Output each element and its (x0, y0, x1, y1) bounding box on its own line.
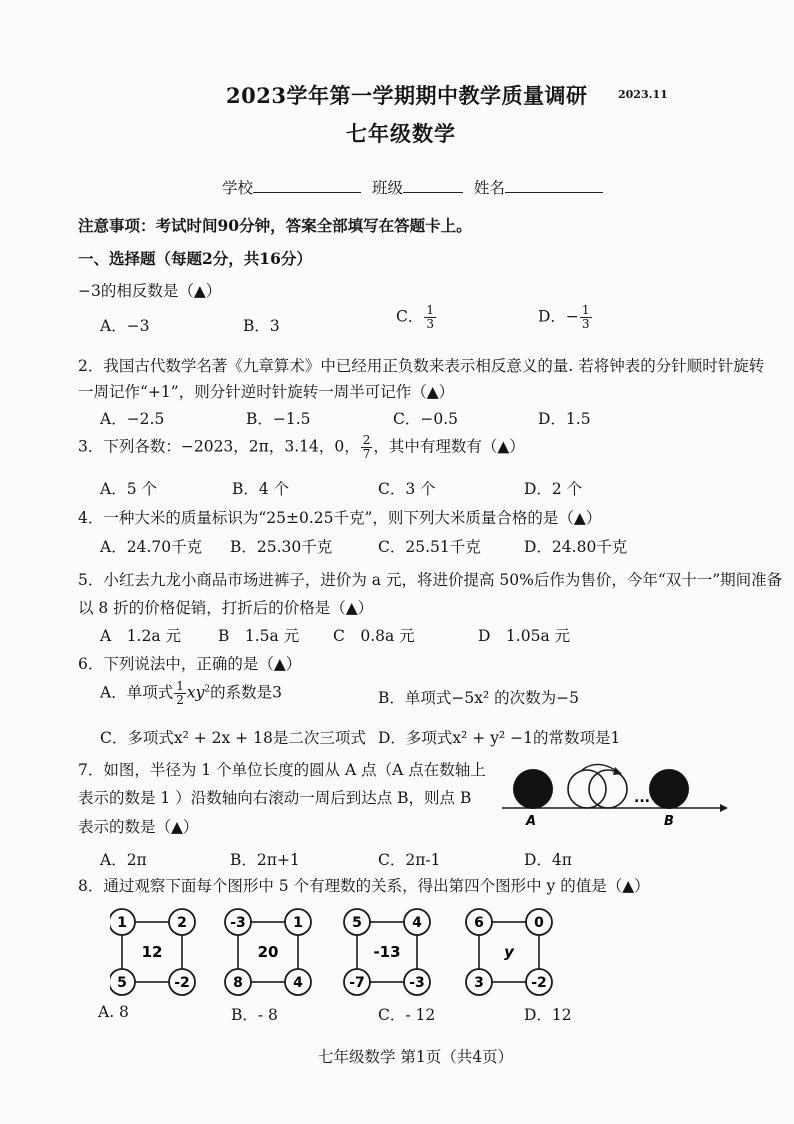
q8-corner-value: -7 (349, 975, 365, 991)
end-circle (649, 769, 689, 809)
school-label: 学校 (222, 179, 254, 197)
q8-corner-value: 2 (177, 915, 187, 931)
rolling-circle-1 (568, 770, 606, 808)
q6-stem: 6．下列说法中，正确的是（▲） (78, 655, 302, 673)
q2-option-d: D．1.5 (538, 410, 591, 428)
q6-option-a: A．单项式 $\frac{1}{2}$ $xy^2$的系数是3 (100, 679, 282, 707)
rolling-circle-figure (494, 760, 730, 830)
q3-option-c: C．3 个 (378, 480, 436, 498)
q3-stem: 3．下列各数：−2023，2π，3.14，0， $\frac{2}{7}$ ，其中有理数有（▲） (78, 433, 525, 461)
q5-option-a: A 1.2a 元 (100, 627, 182, 645)
q8-figures (110, 900, 690, 1000)
q8-option-a: A. 8 (98, 1003, 129, 1021)
q8-corner-value: -3 (409, 975, 425, 991)
q7-line-3: 表示的数是（▲） (78, 818, 199, 836)
rolling-circle-2 (589, 770, 627, 808)
q1-option-a: A．−3 (100, 317, 150, 335)
q8-corner-value: 1 (293, 915, 303, 931)
q8-figure-4 (466, 909, 552, 995)
q4-option-b: B．25.30千克 (230, 538, 333, 556)
info-row (222, 176, 603, 198)
q5-line-2: 以 8 折的价格促销，打折后的价格是（▲） (78, 599, 374, 617)
q5-line-1: 5．小红去九龙小商品市场进裤子，进价为 a 元，将进价提高 50%后作为售价，今年“双十一”期间准备 (78, 571, 783, 589)
q8-stem: 8．通过观察下面每个图形中 5 个有理数的关系，得出第四个图形中 y 的值是（▲） (78, 877, 650, 895)
start-circle (513, 769, 553, 809)
q8-corner-value: 6 (474, 915, 484, 931)
q2-option-c: C．−0.5 (393, 410, 458, 428)
q8-corner-value: 5 (352, 915, 362, 931)
q7-option-c: C．2π-1 (378, 851, 441, 869)
q1-stem: −3的相反数是（▲） (78, 282, 222, 300)
roll-arrowhead (613, 767, 622, 775)
q7-option-d: D．4π (524, 851, 572, 869)
q4-option-c: C．25.51千克 (378, 538, 481, 556)
notice: 注意事项：考试时间90分钟，答案全部填写在答题卡上。 (78, 216, 472, 235)
ellipsis-dots: ... (634, 790, 650, 806)
q2-line-2: 一周记作“+1”，则分针逆时针旋转一周半可记作（▲） (78, 383, 455, 401)
q8-option-d: D．12 (524, 1006, 572, 1024)
exam-date: 2023.11 (618, 88, 668, 101)
q8-option-c: C．- 12 (378, 1006, 436, 1024)
q8-option-b: B．- 8 (231, 1006, 278, 1024)
q8-corner-value: -3 (230, 915, 246, 931)
exam-subtitle: 七年级数学 (346, 121, 456, 146)
class-label: 班级 (371, 179, 403, 197)
q8-corner-value: 4 (412, 915, 422, 931)
class-field[interactable] (403, 177, 463, 193)
q8-figure-2 (225, 909, 311, 995)
q5-option-b: B 1.5a 元 (218, 627, 300, 645)
section-heading: 一、选择题（每题2分，共16分） (78, 249, 312, 268)
q7-option-a: A．2π (100, 851, 147, 869)
q8-figure-1 (110, 909, 195, 995)
q8-corner-value: -2 (531, 975, 547, 991)
page-footer: 七年级数学 第1页（共4页） (318, 1048, 514, 1066)
q1-option-b: B．3 (243, 317, 280, 335)
q8-figure-3 (344, 909, 430, 995)
name-field[interactable] (505, 177, 603, 193)
q2-option-b: B．−1.5 (246, 410, 311, 428)
name-label: 姓名 (473, 179, 505, 197)
q7-option-b: B．2π+1 (230, 851, 300, 869)
q8-corner-value: -2 (174, 975, 190, 991)
q6-option-d: D．多项式x² + y² −1的常数项是1 (378, 729, 621, 747)
q8-center-value: y (504, 943, 514, 961)
exam-title: 2023学年第一学期期中教学质量调研 (226, 83, 588, 108)
q6-option-c: C．多项式x² + 2x + 18是二次三项式 (100, 729, 366, 747)
q8-corner-value: 8 (233, 975, 243, 991)
q8-center-value: 12 (141, 943, 163, 961)
q2-option-a: A．−2.5 (100, 410, 165, 428)
q8-center-value: 20 (257, 943, 279, 961)
label-a: A (526, 814, 537, 829)
q5-option-d: D 1.05a 元 (478, 627, 571, 645)
q2-line-1: 2．我国古代数学名著《九章算术》中已经用正负数来表示相反意义的量. 若将钟表的分针顺时针旋转 (78, 357, 765, 375)
label-b: B (664, 814, 674, 829)
q8-corner-value: 1 (117, 915, 127, 931)
q4-option-a: A．24.70千克 (100, 538, 203, 556)
q1-option-d: D．− $\frac{1}{3}$ (538, 303, 590, 331)
q8-center-value: -13 (373, 943, 401, 961)
q4-option-d: D．24.80千克 (524, 538, 628, 556)
q5-option-c: C 0.8a 元 (333, 627, 415, 645)
q7-line-1: 7．如图，半径为 1 个单位长度的圆从 A 点（A 点在数轴上 (78, 761, 486, 779)
q3-option-d: D．2 个 (524, 480, 583, 498)
q1-option-c: C． $\frac{1}{3}$ (396, 303, 435, 331)
school-field[interactable] (253, 177, 361, 193)
q4-stem: 4．一种大米的质量标识为“25±0.25千克”，则下列大米质量合格的是（▲） (78, 509, 602, 527)
q8-corner-value: 5 (117, 975, 127, 991)
q8-corner-value: 0 (534, 915, 544, 931)
q7-line-2: 表示的数是 1 ）沿数轴向右滚动一周后到达点 B，则点 B (78, 789, 472, 807)
q3-option-b: B．4 个 (232, 480, 290, 498)
q8-corner-value: 4 (293, 975, 303, 991)
axis-arrow (720, 804, 728, 812)
q6-option-b: B．单项式−5x² 的次数为−5 (378, 689, 579, 707)
q3-option-a: A．5 个 (100, 480, 157, 498)
q8-corner-value: 3 (474, 975, 484, 991)
